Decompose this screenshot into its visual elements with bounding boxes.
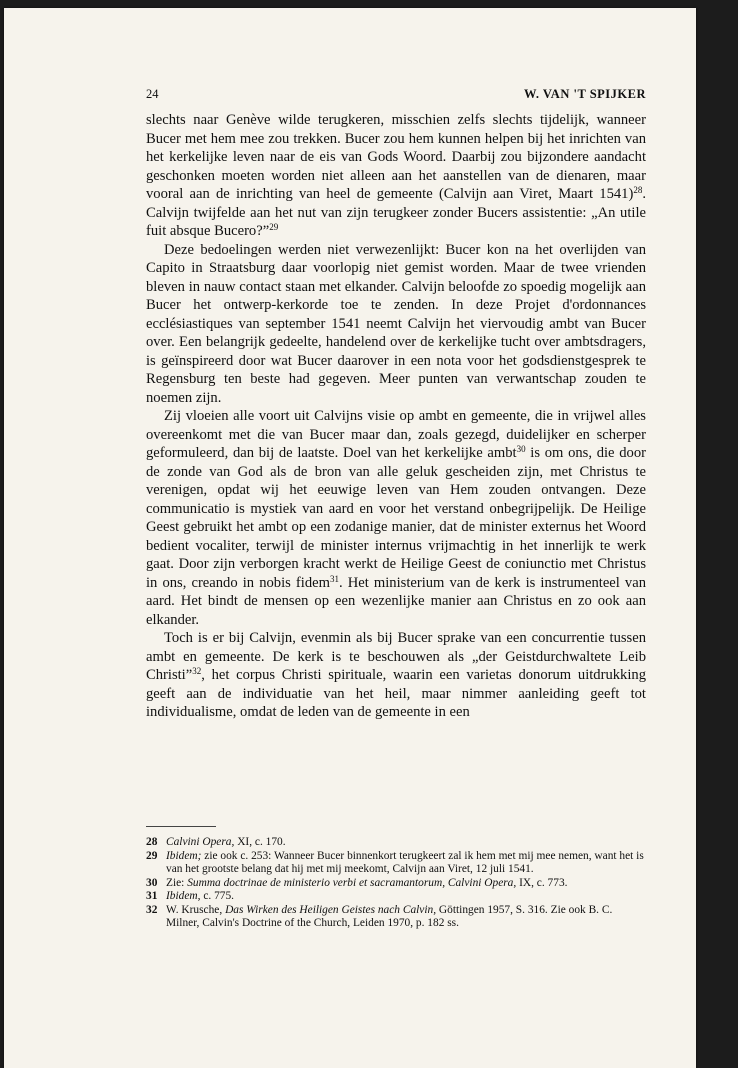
page-number: 24 xyxy=(146,87,159,101)
paragraph-1 xyxy=(146,111,646,241)
footnote-rest: Göttingen 1957, S. 316. Zie ook B. C. Milner, Calvin's Doctrine of the Church, Leiden 1970, p. 182 ss. xyxy=(166,903,613,929)
text-span: slechts naar Genève wilde terugkeren, misschien zelfs slechts tijdelijk, wanneer Bucer met hem mee zou trekken. Bucer zou hem kunnen helpen bij het inrichten van het kerkelijke leven naar de eis van Gods Woord. Daarbij zou bijzondere aandacht geschonken moeten worden niet alleen aan het aanstellen van de dienaren, maar vooral aan de inrichting van heel de gemeente (Calvijn aan Viret, Maart 1541) xyxy=(146,112,646,202)
footnote-rest: XI, c. 170. xyxy=(234,836,286,848)
footnote-number: 32 xyxy=(146,903,158,916)
footnote-rest: zie ook c. 253: Wanneer Bucer binnenkort terugkeert zal ik hem met mij mee nemen, want het is van het grootste belang dat hij met mij meekomt, Calvijn aan Viret, 12 juli 1541. xyxy=(166,849,644,875)
paragraph-2: Deze bedoelingen werden niet verwezenlijkt: Bucer kon na het overlijden van Capito in Straatsburg daar voorlopig niet gemist worden. Maar de twee vrienden bleven in nauw contact staan met elkander. Calvijn beloofde zo spoedig mogelijk aan Bucer het ontwerp-kerkorde toe te zenden. In deze Projet d'ordonnances ecclésiastiques van september 1541 neemt Calvijn het viervoudig ambt van Bucer over. Een belangrijk gedeelte, handelend over de kerkelijke tucht over ambtsdragers, is geïnspireerd door wat Bucer daarover in een nota voor het godsdienstgesprek te Regensburg ten beste had gegeven. Meer punten van verwantschap zouden te noemen zijn. xyxy=(146,241,646,406)
footnote-text xyxy=(166,904,646,931)
text-span: Toch is er bij Calvijn, evenmin als bij Bucer sprake van een concurrentie tussen ambt en gemeente. De kerk is te beschouwen als „der Geistdurchwaltete Leib Christi” xyxy=(146,630,646,683)
text-span: , het corpus Christi spirituale, waarin een varietas donorum uitdrukking geeft aan de individuatie van het heil, maar nimmer aanleiding geeft tot individualisme, omdat de leden van de gemeente in een xyxy=(146,667,646,720)
footnote-number: 31 xyxy=(146,890,158,902)
footnote-ref-28[interactable]: 28 xyxy=(633,185,643,195)
footnote-prefix: Zie: xyxy=(166,876,188,889)
text-span: . Calvijn twijfelde aan het nut van zijn terugkeer zonder Bucers assistentie: „An utile fuit absque Bucero?” xyxy=(146,186,646,239)
footnote-ref-30[interactable]: 30 xyxy=(516,444,526,454)
footnote-29 xyxy=(146,850,646,877)
footnote-number: 29 xyxy=(146,849,158,862)
footnote-text xyxy=(166,877,646,891)
footnote-title: Summa doctrinae de ministerio verbi et sacramantorum, Calvini Opera, xyxy=(187,876,517,889)
paragraph-4 xyxy=(146,629,646,722)
text-span: Zij vloeien alle voort uit Calvijns visie op ambt en gemeente, die in vrijwel alles overeenkomt met die van Bucer maar dan, zoals gezegd, duidelijker en scherper geformuleerd, dan bij de laatste. Doel van het kerkelijke ambt xyxy=(146,408,646,461)
paragraph-3 xyxy=(146,407,646,629)
footnote-prefix: W. Krusche, xyxy=(166,903,226,916)
footnote-31 xyxy=(146,890,646,904)
footnote-rest: IX, c. 773. xyxy=(516,876,568,889)
text-span: is om ons, die door de zonde van God als de bron van alle geluk gescheiden zijn, met Christus te verenigen, opdat wij het eeuwige leven van Hem zouden ontvangen. Deze communicatio is mystiek van aard en voor het verstand onbegrijpelijk. De Heilige Geest gebruikt het ambt op een zodanige manier, dat de minister externus het Woord bedient vocaliter, terwijl de minister internus vrijmachtig in het innerlijk te werk gaat. Door zijn verborgen kracht werkt de Heilige Geest de coniunctio met Christus in ons, creando in nobis fidem xyxy=(146,445,646,591)
footnote-ref-29[interactable]: 29 xyxy=(269,222,279,232)
footnote-title: Das Wirken des Heiligen Geistes nach Calvin, xyxy=(225,903,437,916)
footnote-rest: c. 775. xyxy=(200,890,235,902)
footnote-32 xyxy=(146,904,646,931)
footnotes xyxy=(146,836,646,931)
footnote-title: Ibidem; xyxy=(166,849,202,862)
text-span: . Het ministerium van de kerk is instrumenteel van aard. Het bindt de mensen op een wezenlijke manier aan Christus en zo ook aan elkander. xyxy=(146,574,647,628)
footnote-divider xyxy=(146,826,216,827)
running-head: W. VAN 'T SPIJKER xyxy=(524,87,646,101)
footnote-title: Calvini Opera, xyxy=(166,836,235,848)
body-text xyxy=(146,111,646,722)
footnote-number: 30 xyxy=(146,876,158,889)
footnote-text xyxy=(166,850,646,877)
footnote-text xyxy=(166,836,646,850)
page-header xyxy=(146,87,646,102)
footnote-number: 28 xyxy=(146,836,158,848)
book-page xyxy=(4,8,696,1068)
footnote-30 xyxy=(146,877,646,891)
footnote-ref-32[interactable]: 32 xyxy=(192,666,202,676)
footnote-ref-31[interactable]: 31 xyxy=(329,573,339,584)
footnote-28 xyxy=(146,836,646,850)
footnote-text xyxy=(166,890,646,904)
footnote-title: Ibidem, xyxy=(166,890,201,902)
